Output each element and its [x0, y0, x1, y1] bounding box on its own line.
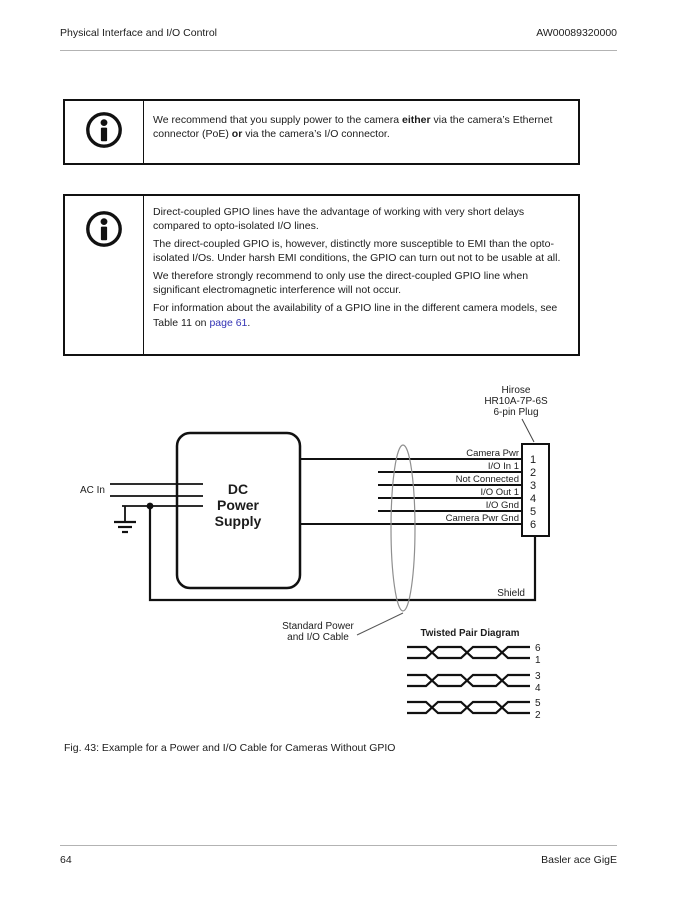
- pin-label-4: I/O Out 1: [480, 487, 519, 498]
- supply-label-line2: Power: [216, 497, 260, 513]
- info-icon: [84, 110, 124, 155]
- cable-bundle-ellipse: [391, 445, 415, 611]
- note2-text: .: [247, 316, 251, 329]
- plug-label-line2: HR10A-7P-6S: [484, 396, 548, 407]
- page-header: [60, 27, 617, 51]
- note2-paragraph-2: The direct-coupled GPIO is, however, distinctly more susceptible to EMI than the opto-isolated I/Os. Under harsh EMI conditions, the GPIO can turn out not to be usable at all.: [153, 238, 561, 265]
- note2-paragraph-1: Direct-coupled GPIO lines have the advantage of working with very short delays compared to opto-isolated I/O lines.: [153, 206, 525, 233]
- footer-page-number: 64: [60, 854, 72, 866]
- pin-number-6: 6: [530, 519, 537, 531]
- pin-number-1: 1: [530, 454, 537, 466]
- pair3-bottom-label: 2: [535, 710, 541, 721]
- plug-label-line3: 6-pin Plug: [493, 407, 539, 418]
- shield-label: Shield: [497, 588, 525, 599]
- footer-product-name: Basler ace GigE: [541, 854, 617, 866]
- note-box-gpio: [63, 194, 580, 356]
- cable-label-line2: and I/O Cable: [287, 632, 349, 643]
- supply-label-line1: DC: [227, 481, 249, 497]
- note-box-power-recommendation: [63, 99, 580, 165]
- pair2-top-label: 3: [535, 671, 541, 682]
- wiring-diagram-svg: [60, 378, 620, 740]
- twisted-pair-2: [407, 675, 530, 686]
- note-text: [144, 101, 578, 163]
- note1-bold-either: either: [402, 114, 431, 126]
- pair2-bottom-label: 4: [535, 683, 541, 694]
- plug-label-line1: Hirose: [501, 385, 531, 396]
- note-icon-cell: [65, 196, 144, 354]
- pin-number-3: 3: [530, 480, 537, 492]
- figure-caption: Fig. 43: Example for a Power and I/O Cable for Cameras Without GPIO: [64, 742, 396, 754]
- pin-label-1: Camera Pwr: [466, 448, 519, 459]
- note2-text: For information about the availability of a GPIO line in the different camera models, see Table 11 on: [153, 302, 558, 329]
- twisted-pair-title: Twisted Pair Diagram: [420, 628, 520, 639]
- twisted-pair-3: [407, 702, 530, 713]
- note1-text: via the camera’s I/O connector.: [242, 128, 390, 141]
- cable-label-line1: Standard Power: [282, 621, 354, 632]
- pin-label-6: Camera Pwr Gnd: [445, 513, 519, 524]
- header-doc-number: AW00089320000: [536, 27, 617, 39]
- page-footer: [60, 845, 617, 866]
- note-icon-cell: [65, 101, 144, 163]
- pin-number-4: 4: [530, 493, 537, 505]
- pair1-top-label: 6: [535, 643, 541, 654]
- note1-paragraph: [153, 113, 569, 142]
- note2-paragraph-3: We therefore strongly recommend to only use the direct-coupled GPIO line when significant electromagnetic interference will not occur.: [153, 270, 529, 297]
- pin-label-5: I/O Gnd: [485, 500, 519, 511]
- cable-pointer-line: [357, 613, 403, 635]
- pair3-top-label: 5: [535, 698, 541, 709]
- pin-number-2: 2: [530, 467, 537, 479]
- pin-number-5: 5: [530, 506, 537, 518]
- info-icon: [84, 209, 124, 254]
- twisted-pair-1: [407, 647, 530, 658]
- wiring-diagram: [60, 378, 620, 740]
- note2-paragraph-4: [153, 301, 569, 330]
- supply-label-line3: Supply: [214, 513, 262, 529]
- pair1-bottom-label: 1: [535, 655, 541, 666]
- note1-text: We recommend that you supply power to the camera: [153, 114, 403, 126]
- plug-pointer-line: [522, 419, 534, 442]
- note-text: [144, 196, 578, 354]
- header-section-title: Physical Interface and I/O Control: [60, 27, 217, 39]
- link-page-61[interactable]: page 61: [209, 316, 248, 329]
- pin-label-2: I/O In 1: [487, 461, 519, 472]
- note1-text: via the camera’s Ethernet connector (PoE): [153, 114, 553, 141]
- ac-in-label: AC In: [79, 485, 105, 496]
- note1-bold-or: or: [231, 128, 243, 141]
- pin-label-3: Not Connected: [455, 474, 519, 485]
